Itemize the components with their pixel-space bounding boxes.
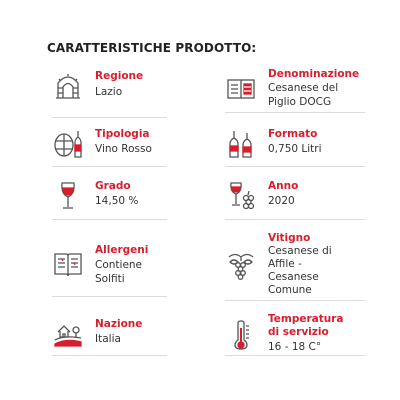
value-vitigno-line4: Comune	[268, 284, 312, 296]
glass-grapes-icon	[225, 180, 257, 212]
value-vitigno-line3: Cesanese	[268, 271, 319, 283]
label-denominazione: Denominazione	[268, 68, 360, 80]
value-regione: Lazio	[95, 86, 123, 98]
grape-vine-icon	[225, 249, 257, 281]
label-tipologia: Tipologia	[95, 128, 150, 140]
label-allergeni: Allergeni	[95, 244, 149, 256]
divider	[52, 355, 167, 356]
divider	[52, 166, 167, 167]
value-allergeni-line1: Contiene	[95, 259, 143, 271]
divider	[52, 296, 167, 297]
characteristic-grado	[52, 180, 172, 216]
characteristic-tipologia	[52, 128, 172, 164]
value-denominazione-line2: Piglio DOCG	[268, 96, 332, 108]
divider	[225, 112, 365, 113]
value-formato: 0,750 Litri	[268, 143, 322, 155]
open-book-icon	[52, 248, 84, 280]
value-vitigno-line1: Cesanese di	[268, 245, 332, 257]
bottles-icon	[225, 128, 257, 160]
divider	[225, 300, 365, 301]
characteristic-anno	[225, 180, 365, 216]
barrel-bottle-icon	[52, 128, 84, 160]
landscape-house-icon	[52, 318, 84, 350]
label-anno: Anno	[268, 180, 299, 192]
wine-label-book-icon	[225, 73, 257, 105]
characteristic-nazione	[52, 318, 172, 354]
value-vitigno-line2: Affile -	[268, 258, 302, 270]
divider	[225, 166, 365, 167]
characteristic-regione	[52, 70, 172, 106]
divider	[225, 219, 365, 220]
divider	[52, 117, 167, 118]
divider	[52, 219, 167, 220]
value-grado: 14,50 %	[95, 195, 139, 207]
characteristic-vitigno	[225, 232, 365, 298]
label-vitigno: Vitigno	[268, 232, 311, 244]
section-title: CARATTERISTICHE PRODOTTO:	[47, 41, 257, 55]
divider	[225, 355, 365, 356]
value-nazione: Italia	[95, 333, 121, 345]
value-anno: 2020	[268, 195, 295, 207]
characteristic-temperatura	[225, 313, 365, 353]
label-regione: Regione	[95, 70, 144, 82]
label-grado: Grado	[95, 180, 131, 192]
label-nazione: Nazione	[95, 318, 143, 330]
characteristic-formato	[225, 128, 365, 164]
characteristic-allergeni	[52, 244, 172, 284]
value-allergeni-line2: Solfiti	[95, 273, 125, 285]
label-temperatura: Temperatura di servizio	[268, 313, 344, 338]
value-denominazione-line1: Cesanese del	[268, 82, 339, 94]
label-formato: Formato	[268, 128, 318, 140]
arch-building-icon	[52, 70, 84, 102]
value-tipologia: Vino Rosso	[95, 143, 152, 155]
value-temperatura: 16 - 18 C°	[268, 341, 322, 353]
characteristic-denominazione	[225, 68, 365, 108]
wine-glass-icon	[52, 180, 84, 212]
thermometer-icon	[225, 319, 257, 351]
